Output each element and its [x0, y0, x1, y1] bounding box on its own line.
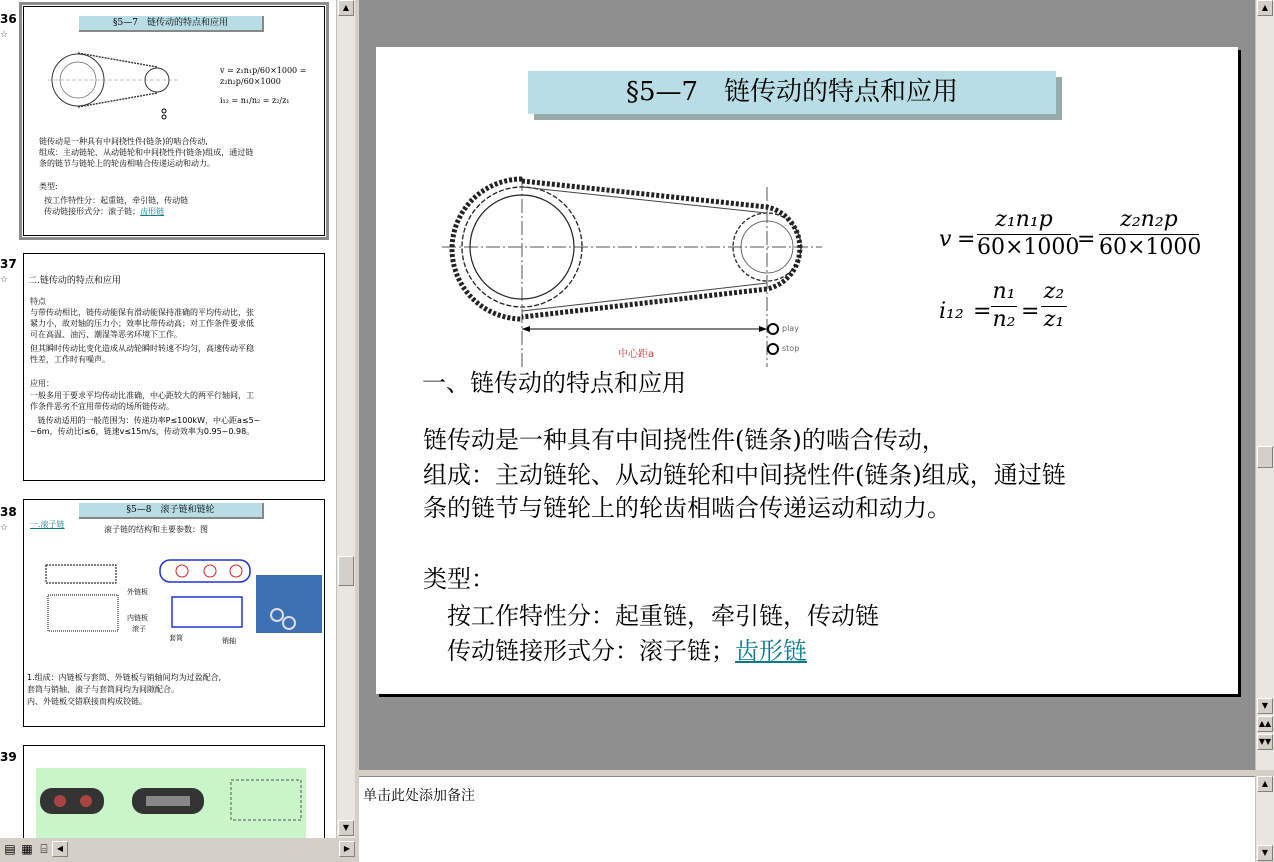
- body-line[interactable]: 传动链接形式分：滚子链；齿形链: [423, 637, 807, 665]
- thumb-subtitle: 滚子链的结构和主要参数：图: [104, 525, 208, 534]
- thumb-line: 可在高温、油污、潮湿等恶劣环境下工作。: [30, 330, 182, 339]
- body-line[interactable]: 类型：: [423, 565, 495, 593]
- view-buttons-bar: [0, 838, 359, 861]
- roller-chain-diagram-thumb: [42, 555, 324, 645]
- thumb-line: 链传动适用的一般范围为：传递功率P≤100kW，中心距a≤5~: [30, 416, 261, 425]
- slide-number: 37: [0, 257, 17, 271]
- toothed-chain-link[interactable]: 齿形链: [735, 637, 807, 665]
- slide-number: 39: [0, 750, 17, 764]
- next-slide-icon[interactable]: ▼▼: [1257, 734, 1273, 750]
- thumb-line: 作条件恶劣不宜用带传动的场所链传动。: [30, 402, 174, 411]
- thumbnail-scrollbar[interactable]: [336, 0, 355, 838]
- thumb-label: 外链板: [127, 588, 148, 596]
- scroll-down-icon[interactable]: ▼: [1257, 698, 1273, 714]
- thumb-title: §5—7 链传动的特点和应用: [79, 16, 264, 32]
- thumb-line: 1.组成：内链板与套筒、外链板与销轴间均为过盈配合,: [27, 673, 222, 682]
- body-line[interactable]: 按工作特性分：起重链，牵引链，传动链: [423, 602, 879, 630]
- thumb-line: 紧力小，故对轴的压力小；效率比带传动高；对工作条件要求低: [30, 319, 254, 328]
- slide-title[interactable]: §5—7 链传动的特点和应用: [528, 71, 1056, 114]
- thumb-label: 销轴: [222, 637, 236, 645]
- thumb-line: 特点: [30, 297, 46, 306]
- slide-thumbnail-37[interactable]: [23, 253, 325, 481]
- thumb-line: 但其瞬时传动比变化造成从动轮瞬时转速不均匀，高速传动平稳: [30, 344, 254, 353]
- slideshow-view-icon[interactable]: ⌸: [40, 842, 48, 856]
- scroll-left-icon[interactable]: ◀: [52, 841, 68, 857]
- body-line[interactable]: 条的链节与链轮上的轮齿相啮合传递运动和动力。: [423, 494, 951, 522]
- notes-pane[interactable]: [359, 776, 1255, 862]
- velocity-formula: v = z₁n₁p 60×1000 = z₂n₂p 60×1000: [939, 207, 1202, 260]
- thumb-line: 链传动是一种具有中间挠性件(链条)的啮合传动,: [39, 137, 208, 146]
- notes-scrollbar[interactable]: [1255, 776, 1274, 861]
- play-icon: [768, 324, 778, 334]
- thumb-line: 套筒与销轴、滚子与套筒间均为间隙配合。: [27, 685, 179, 694]
- scrollbar-thumb[interactable]: [1257, 446, 1273, 468]
- thumb-label: 套筒: [169, 634, 183, 642]
- scroll-down-icon[interactable]: ▼: [1257, 845, 1273, 861]
- slide-thumbnail-38[interactable]: [23, 499, 325, 727]
- center-distance-label: 中心距a: [618, 349, 655, 360]
- scroll-up-icon[interactable]: ▲: [338, 0, 354, 16]
- editor-scrollbar[interactable]: [1255, 0, 1274, 770]
- slide-number: 36: [0, 12, 17, 26]
- thumb-title: §5—8 滚子链和链轮: [79, 503, 264, 519]
- scroll-up-icon[interactable]: ▲: [1257, 0, 1273, 16]
- thumb-line: 与带传动相比，链传动能保有滑动能保持准确的平均传动比，张: [30, 308, 254, 317]
- chain-drive-diagram[interactable]: [442, 177, 822, 372]
- hidden-heading-fragment: 一、链传动的特点和应用: [422, 369, 686, 397]
- thumb-link[interactable]: 齿形链: [140, 207, 165, 216]
- thumb-formula-i: i₁₂ = n₁/n₂ = z₂/z₁: [220, 96, 290, 105]
- play-label[interactable]: play: [782, 324, 799, 333]
- thumb-line: 条的链节与链轮上的轮齿相啮合传递运动和动力。: [39, 159, 215, 168]
- thumb-line: 内、外链板交错联接而构成铰链。: [27, 697, 147, 706]
- scroll-up-icon[interactable]: ▲: [1257, 776, 1273, 792]
- thumb-title: 二.链传动的特点和应用: [28, 276, 121, 286]
- thumb-line: 组成：主动链轮、从动链轮和中间挠性件(链条)组成，通过链: [39, 148, 254, 157]
- scroll-down-icon[interactable]: ▼: [338, 820, 354, 836]
- thumb-line: 传动链接形式分：滚子链；齿形链: [39, 207, 165, 216]
- thumb-line: 一般多用于要求平均传动比准确，中心距较大的两平行轴间，工: [30, 391, 254, 400]
- body-line[interactable]: 组成：主动链轮、从动链轮和中间挠性件(链条)组成，通过链: [423, 461, 1066, 489]
- thumb-formula-v: v = z₁n₁p/60×1000 = z₂n₂p/60×1000: [220, 66, 309, 86]
- notes-placeholder[interactable]: 单击此处添加备注: [363, 788, 475, 804]
- thumb-line: 性差，工作时有噪声。: [30, 355, 110, 364]
- stop-label[interactable]: stop: [782, 344, 800, 353]
- animation-star-icon: ☆: [0, 275, 9, 285]
- slide-sorter-view-icon[interactable]: ▦: [21, 842, 33, 856]
- thumb-line: 应用：: [30, 379, 54, 388]
- thumb-label: 滚子: [132, 625, 146, 633]
- thumb-link[interactable]: 一.滚子链: [30, 520, 65, 529]
- thumb-line: ~6m，传动比i≤6，链速v≤15m/s，传动效率为0.95~0.98。: [30, 427, 255, 436]
- scrollbar-thumb[interactable]: [338, 556, 354, 586]
- stop-icon: [768, 344, 778, 354]
- thumb-line: 按工作特性分：起重链，牵引链，传动链: [39, 196, 189, 205]
- body-line[interactable]: 链传动是一种具有中间挠性件(链条)的啮合传动，: [423, 426, 946, 454]
- current-slide[interactable]: [376, 47, 1238, 694]
- ratio-formula: i₁₂ = n₁ n₂ = z₂ z₁: [939, 279, 1099, 349]
- slide-thumbnail-pane[interactable]: [0, 0, 338, 838]
- normal-view-icon[interactable]: ▤: [4, 842, 16, 856]
- slide-thumbnail-36[interactable]: [23, 6, 325, 236]
- scroll-right-icon[interactable]: ▶: [339, 841, 355, 857]
- chain-drive-diagram-thumb: [44, 45, 184, 125]
- slide-number: 38: [0, 505, 17, 519]
- animation-star-icon: ☆: [0, 523, 9, 533]
- thumb-image: [36, 768, 306, 848]
- previous-slide-icon[interactable]: ▲▲: [1257, 716, 1273, 732]
- thumb-line: 类型:: [39, 182, 58, 191]
- animation-star-icon: ☆: [0, 30, 9, 40]
- thumb-label: 内链板: [127, 614, 148, 622]
